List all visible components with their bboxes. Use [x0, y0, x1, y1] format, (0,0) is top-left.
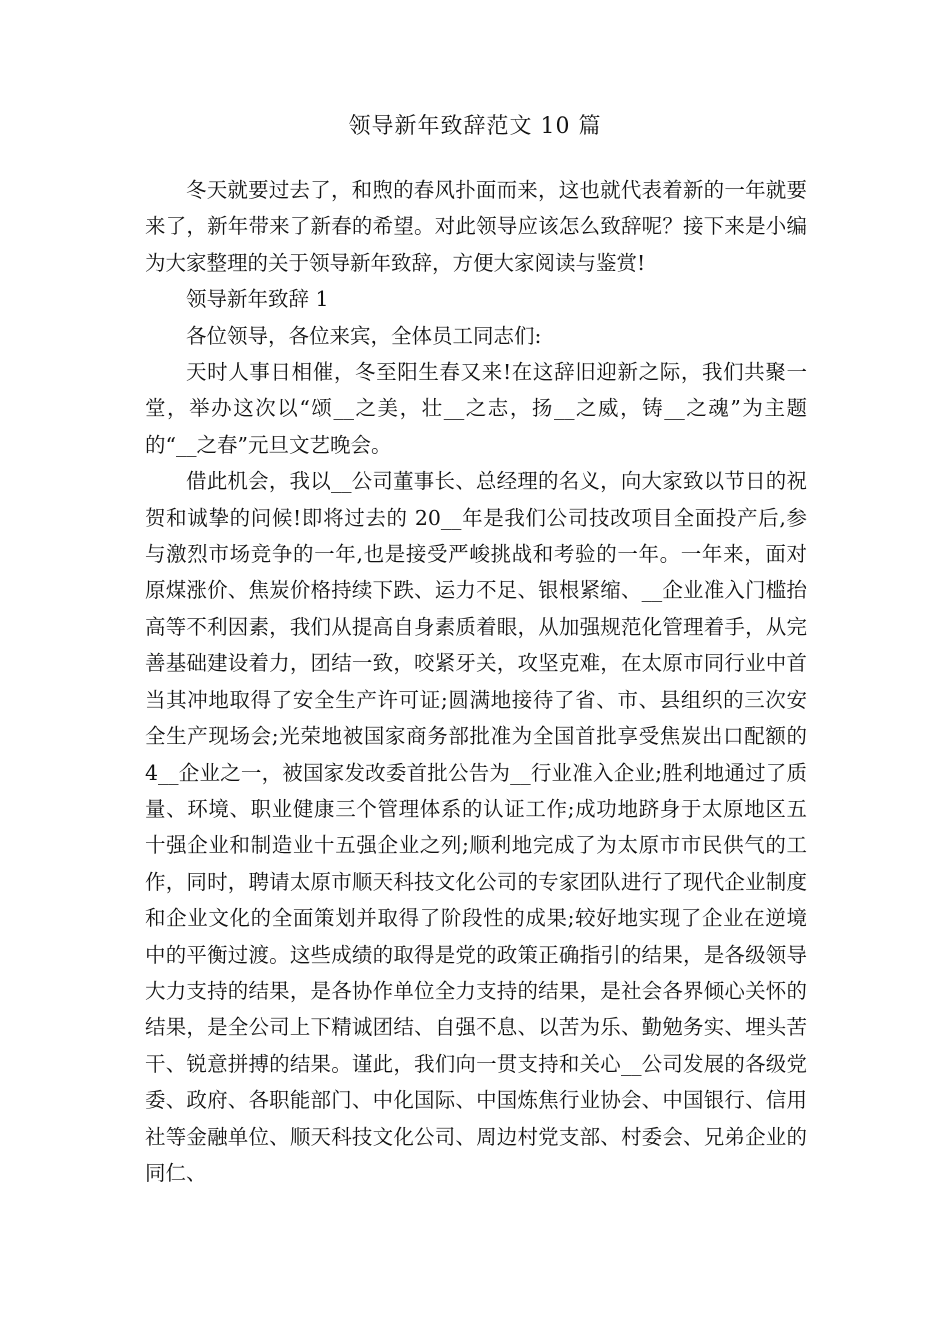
paragraph-main: 借此机会，我以__公司董事长、总经理的名义，向大家致以节日的祝贺和诚挚的问候!即将过去的 20__年是我们公司技改项目全面投产后,参与激烈市场竞争的一年,也是接受严峻挑战和考验的一年。一年来，面对原煤涨价、焦炭价格持续下跌、运力不足、银根紧缩、__企业准入门槛抬高等不利因素，我们从提高自身素质着眼，从加强规范化管理着手，从完善基础建设着力，团结一致，咬紧牙关，攻坚克难，在太原市同行业中首当其冲地取得了安全生产许可证;圆满地接待了省、市、县组织的三次安全生产现场会;光荣地被国家商务部批准为全国首批享受焦炭出口配额的 4__企业之一，被国家发改委首批公告为__行业准入企业;胜利地通过了质量、环境、职业健康三个管理体系的认证工作;成功地跻身于太原地区五十强企业和制造业十五强企业之列;顺利地完成了为太原市市民供气的工作，同时，聘请太原市顺天科技文化公司的专家团队进行了现代企业制度和企业文化的全面策划并取得了阶段性的成果;较好地实现了企业在逆境中的平衡过渡。这些成绩的取得是党的政策正确指引的结果，是各级领导大力支持的结果，是各协作单位全力支持的结果，是社会各界倾心关怀的结果，是全公司上下精诚团结、自强不息、以苦为乐、勤勉务实、埋头苦干、锐意拼搏的结果。谨此，我们向一贯支持和关心__公司发展的各级党委、政府、各职能部门、中化国际、中国炼焦行业协会、中国银行、信用社等金融单位、顺天科技文化公司、周边村党支部、村委会、兄弟企业的同仁、: [145, 469, 807, 1185]
paragraph-salutation: 各位领导，各位来宾，全体员工同志们:: [186, 323, 542, 348]
document-title: 领导新年致辞范文 10 篇: [348, 114, 602, 139]
paragraph-opening: 天时人事日相催，冬至阳生春又来!在这辞旧迎新之际，我们共聚一堂，举办这次以“颂__之美，壮__之志，扬__之威，铸__之魂”为主题的“__之春”元旦文艺晚会。: [145, 360, 807, 457]
document-body: [145, 172, 807, 1191]
section-heading: 领导新年致辞 1: [186, 287, 329, 312]
paragraph-intro: 冬天就要过去了，和煦的春风扑面而来，这也就代表着新的一年就要来了，新年带来了新春的希望。对此领导应该怎么致辞呢？接下来是小编为大家整理的关于领导新年致辞，方便大家阅读与鉴赏!: [145, 178, 807, 275]
